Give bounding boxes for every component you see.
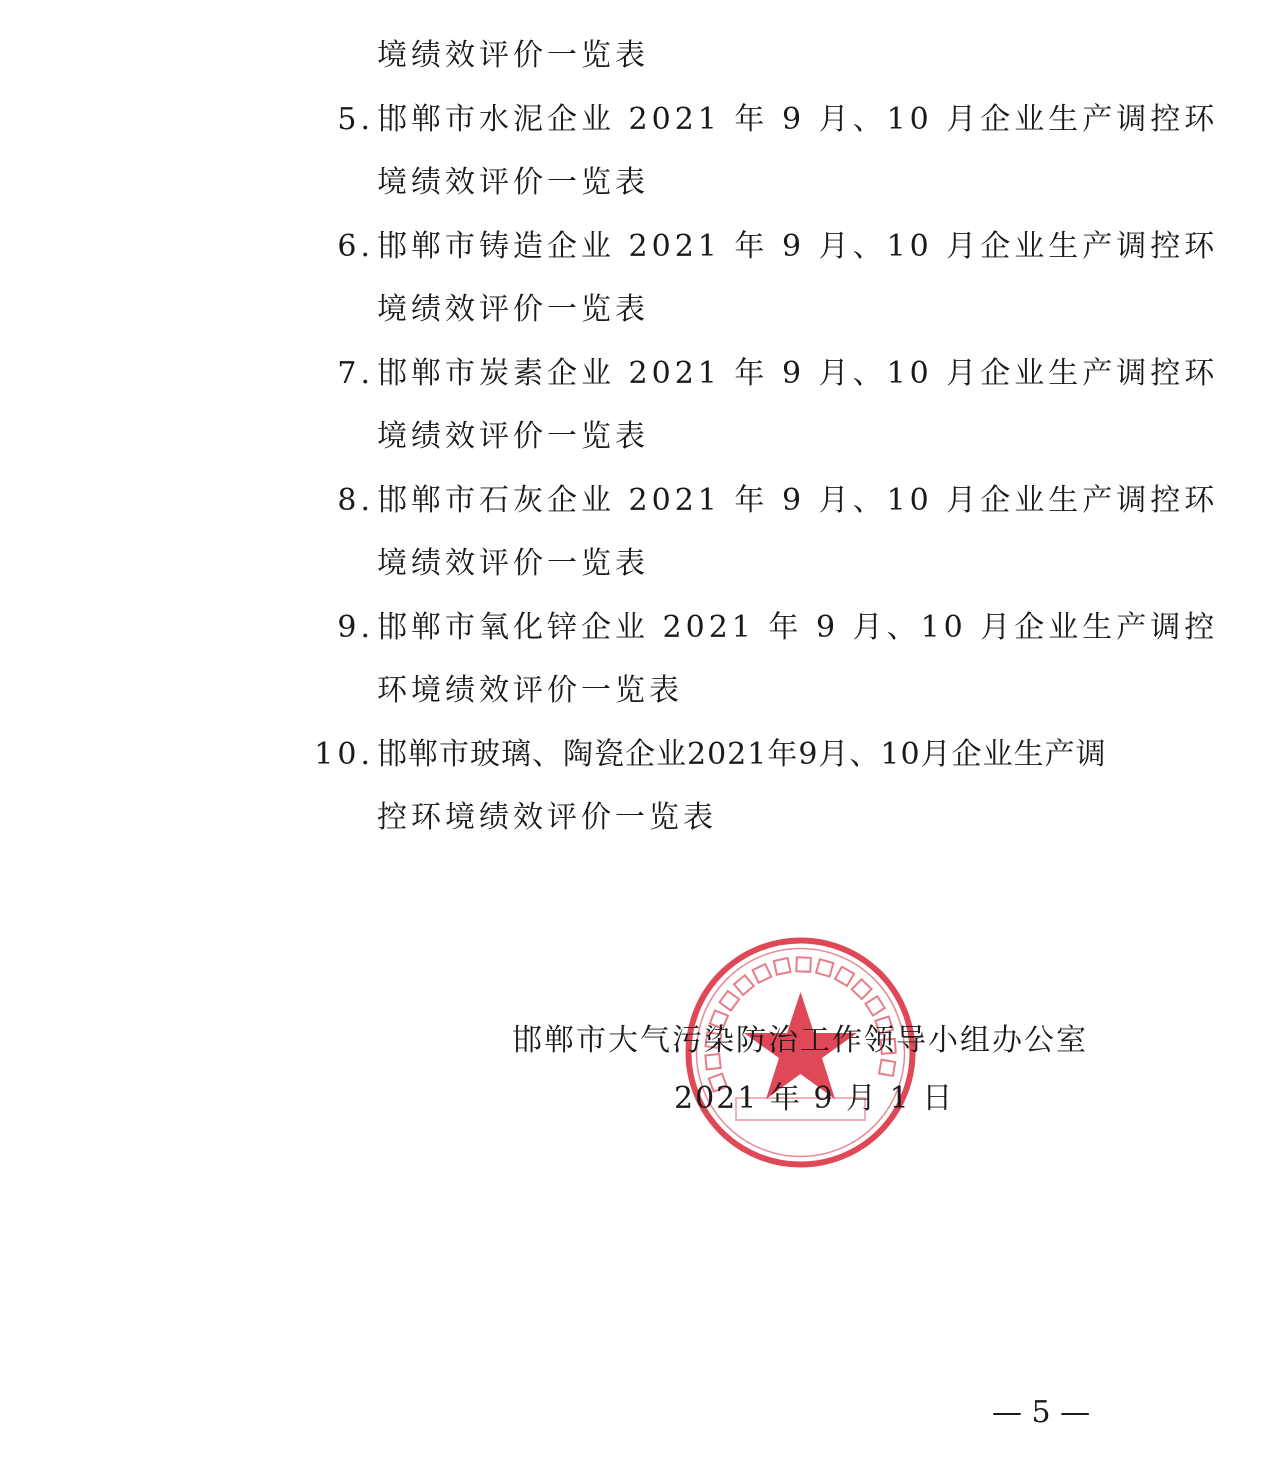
seal-glyph-mark — [774, 958, 791, 975]
seal-glyph-mark — [720, 991, 740, 1011]
list-item-title-continuation: 境绩效评价一览表 — [377, 546, 649, 581]
signing-date: 2021 年 9 月 1 日 — [674, 1081, 955, 1116]
list-item-number: 9. — [337, 610, 374, 645]
list-item-title-continuation: 控环境绩效评价一览表 — [377, 800, 717, 835]
list-item-4-continuation: 境绩效评价一览表 — [377, 38, 649, 73]
seal-glyph-mark — [835, 967, 854, 986]
signing-organization: 邯郸市大气污染防治工作领导小组办公室 — [512, 1023, 1088, 1058]
list-item-title: 邯郸市铸造企业 2021 年 9 月、10 月企业生产调控环 — [377, 229, 1219, 264]
list-item-number: 8. — [337, 483, 374, 518]
seal-glyph-mark — [816, 959, 833, 976]
seal-glyph-mark — [865, 996, 884, 1015]
list-item-title-continuation: 境绩效评价一览表 — [377, 419, 649, 454]
list-item-number: 6. — [337, 229, 374, 264]
list-item-title: 邯郸市石灰企业 2021 年 9 月、10 月企业生产调控环 — [377, 483, 1219, 518]
page-number: — 5 — — [992, 1395, 1091, 1430]
list-item-title-continuation: 境绩效评价一览表 — [377, 165, 649, 200]
list-item-title: 邯郸市水泥企业 2021 年 9 月、10 月企业生产调控环 — [377, 102, 1219, 137]
list-item-number: 10. — [314, 737, 374, 772]
list-item-title: 邯郸市玻璃、陶瓷企业2021年9月、10月企业生产调 — [377, 737, 1107, 772]
seal-glyph-mark — [879, 1060, 895, 1076]
list-item-title-continuation: 环境绩效评价一览表 — [377, 673, 683, 708]
seal-glyph-mark — [734, 975, 754, 995]
seal-glyph-mark — [753, 964, 772, 983]
list-item-title: 邯郸市炭素企业 2021 年 9 月、10 月企业生产调控环 — [377, 356, 1219, 391]
list-item-number: 5. — [337, 102, 374, 137]
list-item-title-continuation: 境绩效评价一览表 — [377, 292, 649, 327]
seal-glyph-mark — [852, 979, 872, 999]
list-item-number: 7. — [337, 356, 374, 391]
list-item-title: 邯郸市氧化锌企业 2021 年 9 月、10 月企业生产调控 — [377, 610, 1219, 645]
seal-glyph-mark — [796, 957, 810, 971]
